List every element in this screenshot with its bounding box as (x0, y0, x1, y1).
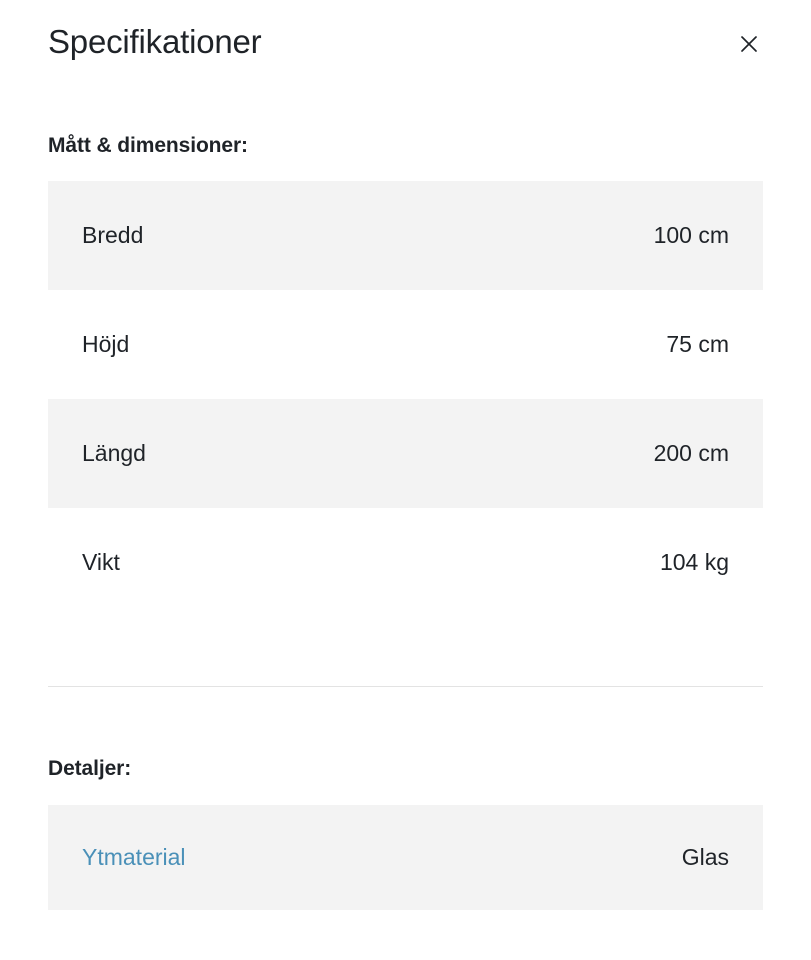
close-icon (737, 32, 761, 56)
spec-value: 100 cm (653, 221, 729, 248)
spec-label: Bredd (82, 221, 144, 248)
table-row (48, 290, 763, 399)
dimensions-table (48, 181, 763, 617)
spec-value: 104 kg (659, 548, 729, 575)
section-details (48, 687, 763, 910)
spec-value: Glas (681, 843, 729, 870)
table-row (48, 805, 763, 910)
table-row (48, 181, 763, 290)
table-row (48, 399, 763, 508)
close-button[interactable] (735, 30, 763, 58)
spec-value: 75 cm (666, 330, 729, 357)
table-row (48, 508, 763, 617)
spec-value: 200 cm (653, 439, 729, 466)
section-dimensions (48, 62, 763, 617)
spec-label: Vikt (82, 548, 120, 575)
section-heading-details: Detaljer: (48, 756, 132, 780)
modal-header (48, 0, 763, 62)
section-heading-dimensions: Mått & dimensioner: (48, 133, 248, 157)
spec-label: Längd (82, 439, 146, 466)
page-title: Specifikationer (48, 23, 262, 60)
spec-label: Höjd (82, 330, 130, 357)
spec-label-link-ytmaterial[interactable]: Ytmaterial (82, 843, 186, 870)
details-table (48, 805, 763, 910)
